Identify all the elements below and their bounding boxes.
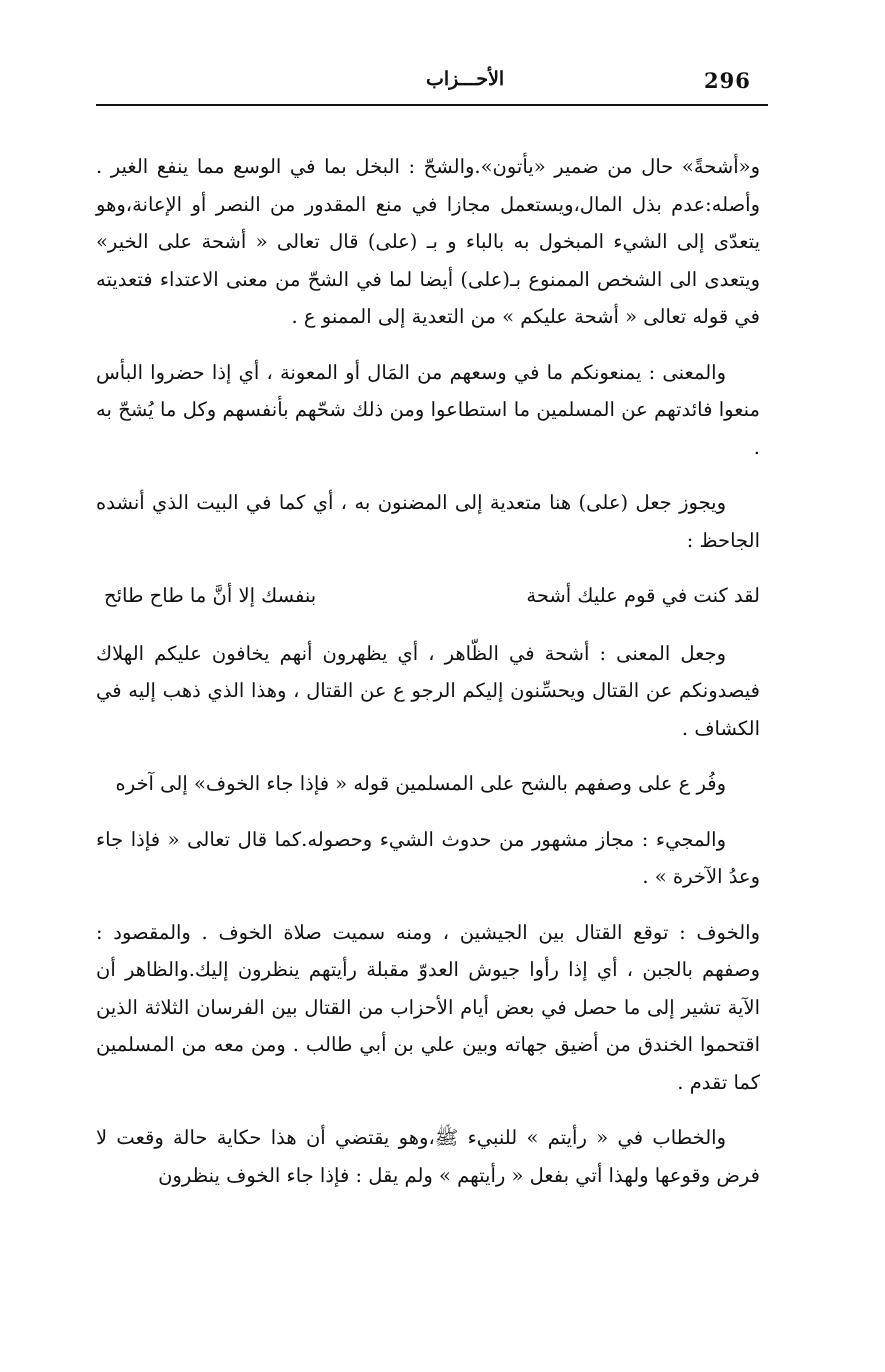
paragraph-apparent-meaning: وجعل المعنى : أشحة في الظّاهر ، أي يظهرون أنهم يخافون عليكم الهلاك فيصدونكم عن القتال ويحسِّنون إليكم الرجو ع عن القتال ، وهذا الذي ذهب إليه في الكشاف . — [96, 641, 760, 740]
paragraph-branching: وفُر ع على وصفهم بالشح على المسلمين قوله « فإذا جاء الخوف» إلى آخره — [115, 772, 726, 795]
verse-second-hemistich: بنفسك إلا أنَّ ما طاح طائح — [104, 584, 317, 607]
verse-first-hemistich: لقد كنت في قوم عليك أشحة — [526, 584, 760, 607]
paragraph-ala-usage: ويجوز جعل (على) هنا متعدية إلى المضنون به ، أي كما في البيت الذي أنشده الجاحظ : — [96, 491, 760, 552]
paragraph-fear: والخوف : توقع القتال بين الجيشين ، ومنه سميت صلاة الخوف . والمقصود : وصفهم بالجبن ، أي إذا رأوا جيوش العدوّ مقبلة رأيتهم ينظرون إليك.والظاهر أن الآية تشير إلى ما حصل في بعض أيام الأحزاب من القتال بين الفرسان الثلاثة الذين اقتحموا الخندق من أضيق جهاته وبين علي بن أبي طالب . ومن معه من المسلمين كما تقدم . — [96, 920, 760, 1094]
paragraph-meaning: والمعنى : يمنعونكم ما في وسعهم من المَال أو المعونة ، أي إذا حضروا البأس منعوا فائدتهم عن المسلمين ما استطاعوا ومن ذلك شحّهم بأنفسهم وكل ما يُشحّ به . — [96, 360, 760, 459]
header-rule — [96, 104, 768, 106]
paragraph-address: والخطاب في « رأيتم » للنبيء ﷺ،وهو يقتضي أن هذا حكاية حالة وقعت لا فرض وقوعها ولهذا أتي بفعل « رأيتهم » ولم يقل : فإذا جاء الخوف ينظرون — [96, 1126, 760, 1187]
body-text — [96, 148, 760, 1212]
paragraph-coming: والمجيء : مجاز مشهور من حدوث الشيء وحصوله.كما قال تعالى « فإذا جاء وعدُ الآخرة » . — [96, 827, 760, 888]
page-number: 296 — [704, 68, 751, 93]
page-header — [96, 66, 766, 100]
poetry-verse — [96, 577, 760, 615]
running-title: الأحـــزاب — [426, 68, 505, 90]
paragraph-ashihha: و«أشحةً» حال من ضمير «يأتون».والشحّ : البخل بما في الوسع مما ينفع الغير . وأصله:عدم بذل المال،ويستعمل مجازا في منع المقدور من النصر أو الإعانة،وهو يتعدّى إلى الشيء المبخول به بالباء و بـ (على) قال تعالى « أشحة على الخير» ويتعدى الى الشخص الممنوع بـ(على) أيضا لما في الشحّ من معنى الاعتداء فتعديته في قوله تعالى « أشحة عليكم » من التعدية إلى الممنو ع . — [96, 155, 760, 328]
